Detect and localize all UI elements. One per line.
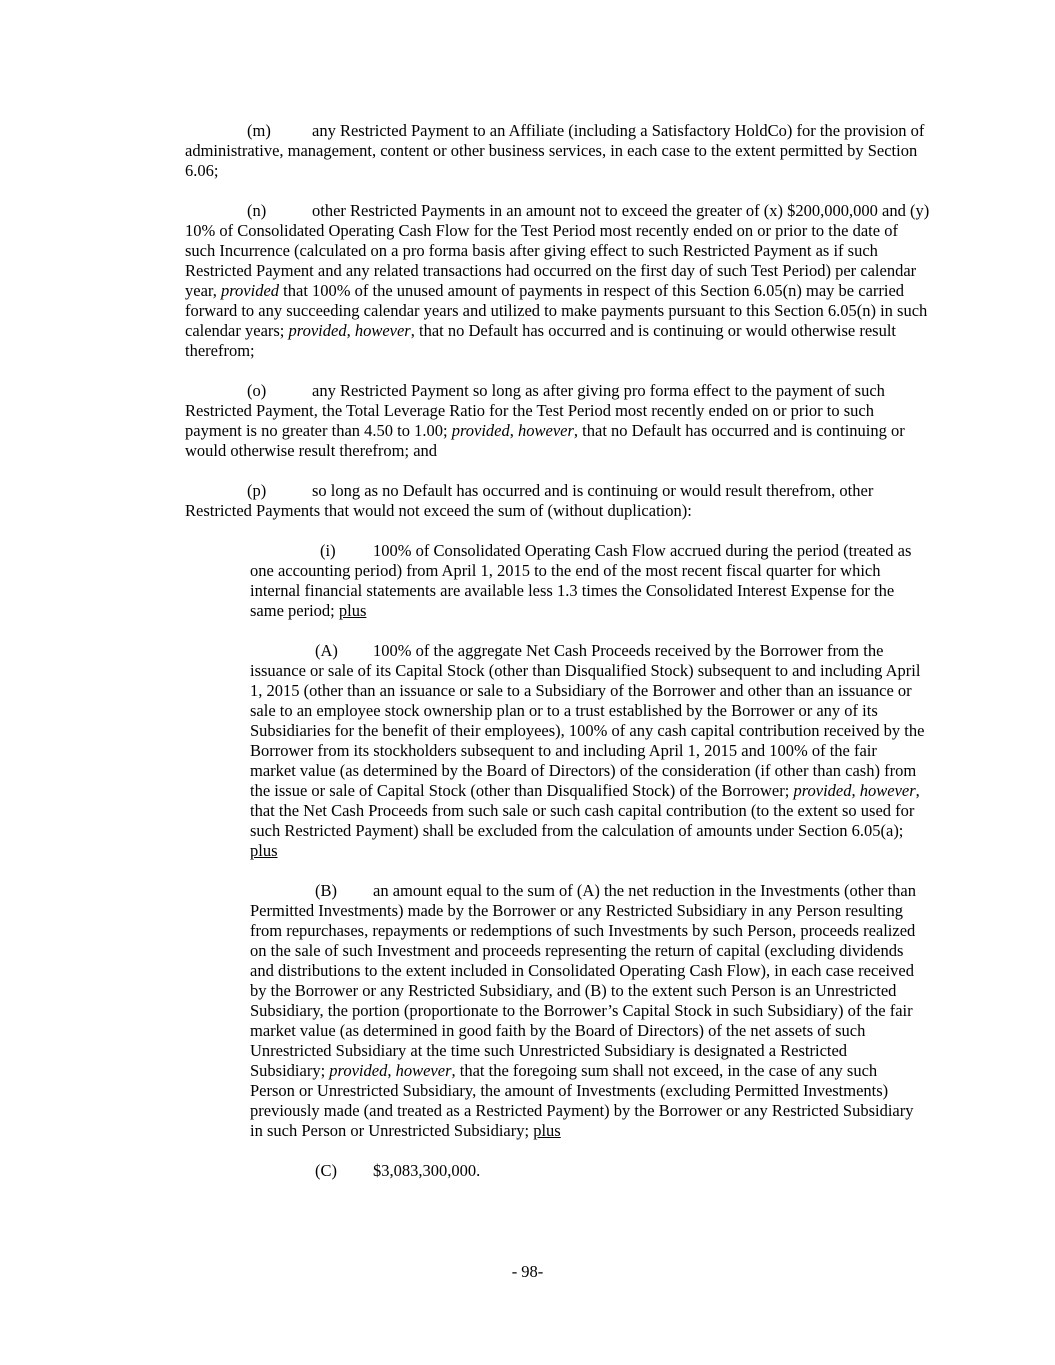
paragraph-C-label: (C)	[315, 1161, 337, 1180]
paragraph-i-text: 100% of Consolidated Operating Cash Flow accrued during the period (treated as one accounting period) from April 1, 2015 to the end of the most recent fiscal quarter for which internal financial statements are available less 1.3 times the Consolidated Interest Expense for the same period;	[250, 541, 912, 620]
paragraph-o-text: any Restricted Payment so long as after giving pro forma effect to the payment of such Restricted Payment, the Total Leverage Ratio for the Test Period most recently ended on or prior to such payment is no greater than 4.50 to 1.00;	[185, 381, 885, 440]
paragraph-o-text: ,	[509, 421, 518, 440]
paragraph-C-amount: $3,083,300,000.	[373, 1161, 481, 1180]
paragraph-n-text: other Restricted Payments in an amount not to exceed the greater of (x) $200,000,000 and (y) 10% of Consolidated Operating Cash Flow for the Test Period most recently ended on or prior to the date of such Incurrence (calculated on a pro forma basis after giving effect to such Restricted Payment as if such Restricted Payment and any related transactions had occurred on the first day of such Test Period) per calendar year,	[185, 201, 930, 300]
paragraph-A-text: 100% of the aggregate Net Cash Proceeds received by the Borrower from the issuance or sale of its Capital Stock (other than Disqualified Stock) subsequent to and including April 1, 2015 (other than an issuance or sale to a Subsidiary of the Borrower and other than an issuance or sale to an employee stock ownership plan or to a trust established by the Borrower or any of its Subsidiaries for the benefit of their employees), 100% of any cash capital contribution received by the Borrower from its stockholders subsequent to and including April 1, 2015 and 100% of the fair market value (as determined by the Board of Directors) of the consideration (if other than cash) from the issue or sale of Capital Stock (other than Disqualified Stock) of the Borrower;	[250, 641, 925, 800]
paragraph-B-provided-italic: provided	[329, 1061, 388, 1080]
paragraph-B-text: ,	[387, 1061, 396, 1080]
paragraph-i	[250, 541, 925, 621]
paragraph-A	[250, 641, 925, 861]
paragraph-A-however-italic: however	[859, 781, 916, 800]
paragraph-o-label: (o)	[247, 381, 267, 400]
paragraph-n-label: (n)	[247, 201, 267, 220]
paragraph-o-text: , that no Default has occurred and is continuing or would otherwise result therefrom; and	[185, 421, 905, 460]
paragraph-n-text: ,	[346, 321, 355, 340]
paragraph-i-plus-underlined: plus	[338, 601, 367, 620]
paragraph-B-text: , that the foregoing sum shall not exceed, in the case of any such Person or Unrestricted Subsidiary, the amount of Investments (excluding Permitted Investments) previously made (and treated as a Restricted Payment) by the Borrower or any Restricted Subsidiary in such Person or Unrestricted Subsidiary;	[250, 1061, 914, 1140]
paragraph-A-text: ,	[851, 781, 860, 800]
paragraph-o-provided-italic: provided	[451, 421, 510, 440]
paragraph-B	[250, 881, 925, 1141]
paragraph-n-text: that 100% of the unused amount of payments in respect of this Section 6.05(n) may be carried forward to any succeeding calendar years and utilized to make payments pursuant to this Section 6.05(n) in such calendar years;	[185, 281, 928, 340]
paragraph-p-label: (p)	[247, 481, 267, 500]
paragraph-B-label: (B)	[315, 881, 337, 900]
paragraph-n-text: , that no Default has occurred and is continuing or would otherwise result therefrom;	[185, 321, 896, 360]
paragraph-A-text: , that the Net Cash Proceeds from such sale or such cash capital contribution (to the extent so used for such Restricted Payment) shall be excluded from the calculation of amounts under Section 6.05(a);	[250, 781, 920, 840]
paragraph-B-however-italic: however	[395, 1061, 452, 1080]
paragraph-o-however-italic: however	[518, 421, 574, 440]
page-number: - 98-	[511, 1262, 544, 1281]
paragraph-n-provided-italic: provided	[220, 281, 280, 300]
paragraph-B-plus-underlined: plus	[533, 1121, 561, 1140]
paragraph-A-provided-italic: provided	[793, 781, 852, 800]
paragraph-i-label: (i)	[320, 541, 336, 560]
paragraph-m	[185, 121, 930, 181]
paragraph-p-text: so long as no Default has occurred and is continuing or would result therefrom, other Restricted Payments that would not exceed the sum of (without duplication):	[185, 481, 874, 520]
paragraph-n	[185, 201, 930, 361]
paragraph-p	[185, 481, 930, 521]
paragraph-n-however-italic: however	[354, 321, 411, 340]
paragraph-o	[185, 381, 930, 461]
paragraph-n-provided-italic: provided	[288, 321, 347, 340]
document-body	[185, 121, 930, 1201]
paragraph-A-label: (A)	[315, 641, 338, 660]
paragraph-B-text: an amount equal to the sum of (A) the net reduction in the Investments (other than Permitted Investments) made by the Borrower or any Restricted Subsidiary in any Person resulting from repurchases, repayments or redemptions of such Investments by such Person, proceeds realized on the sale of such Investment and proceeds representing the return of capital (excluding dividends and distributions to the extent included in Consolidated Operating Cash Flow), in each case received by the Borrower or any Restricted Subsidiary, and (B) to the extent such Person is an Unrestricted Subsidiary, the portion (proportionate to the Borrower’s Capital Stock in such Subsidiary) of the fair market value (as determined in good faith by the Board of Directors) of the net assets of such Unrestricted Subsidiary at the time such Unrestricted Subsidiary is designated a Restricted Subsidiary;	[250, 881, 916, 1080]
paragraph-m-label: (m)	[247, 121, 271, 140]
paragraph-C	[250, 1161, 925, 1181]
paragraph-A-plus-underlined: plus	[250, 841, 278, 860]
paragraph-m-text: any Restricted Payment to an Affiliate (including a Satisfactory HoldCo) for the provision of administrative, management, content or other business services, in each case to the extent permitted by Section 6.06;	[185, 121, 925, 180]
